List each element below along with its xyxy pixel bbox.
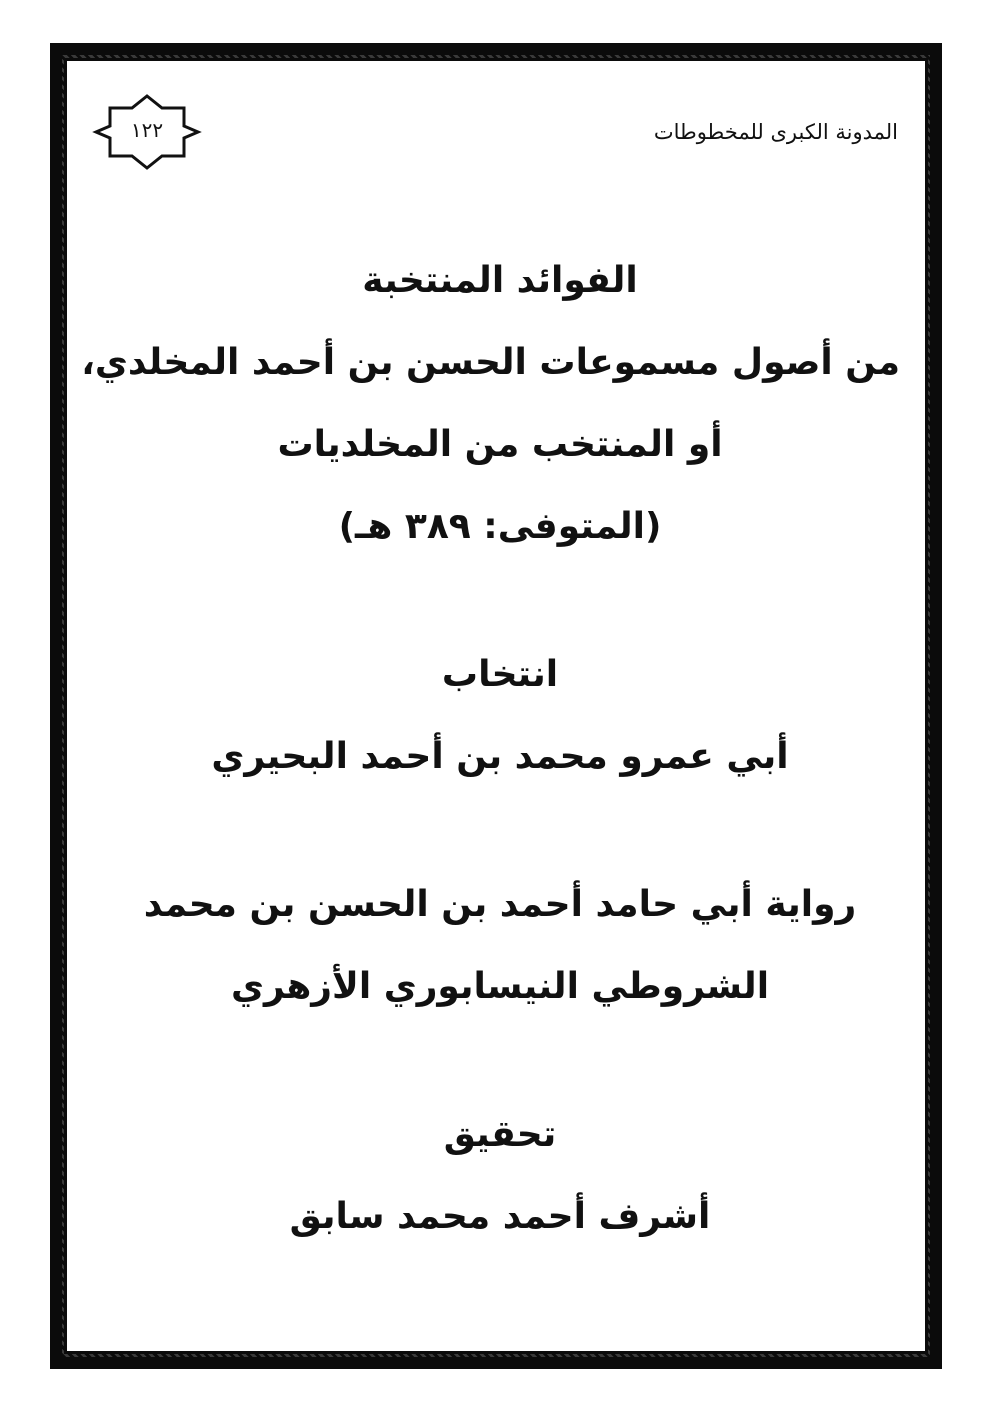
- selector-name: أبي عمرو محمد بن أحمد البحيري: [211, 736, 789, 777]
- editor-name: أشرف أحمد محمد سابق: [289, 1196, 711, 1237]
- narration-line-1: رواية أبي حامد أحمد بن الحسن بن محمد: [143, 884, 857, 925]
- publisher-header: المدونة الكبرى للمخطوطات: [653, 120, 898, 144]
- editing-label: تحقيق: [443, 1114, 557, 1155]
- book-title-line-1: الفوائد المنتخبة: [362, 260, 638, 301]
- selection-label: انتخاب: [441, 654, 559, 695]
- page-number-badge: [88, 92, 206, 178]
- book-title-line-3: أو المنتخب من المخلديات: [277, 424, 723, 465]
- book-title-line-2: من أصول مسموعات الحسن بن أحمد المخلدي،: [81, 342, 900, 383]
- book-title-line-4: (المتوفى: ٣٨٩ هـ): [338, 506, 662, 547]
- page-number: ١٢٢: [130, 118, 164, 142]
- title-page-content: [81, 240, 900, 1258]
- narration-line-2: الشروطي النيسابوري الأزهري: [230, 966, 770, 1007]
